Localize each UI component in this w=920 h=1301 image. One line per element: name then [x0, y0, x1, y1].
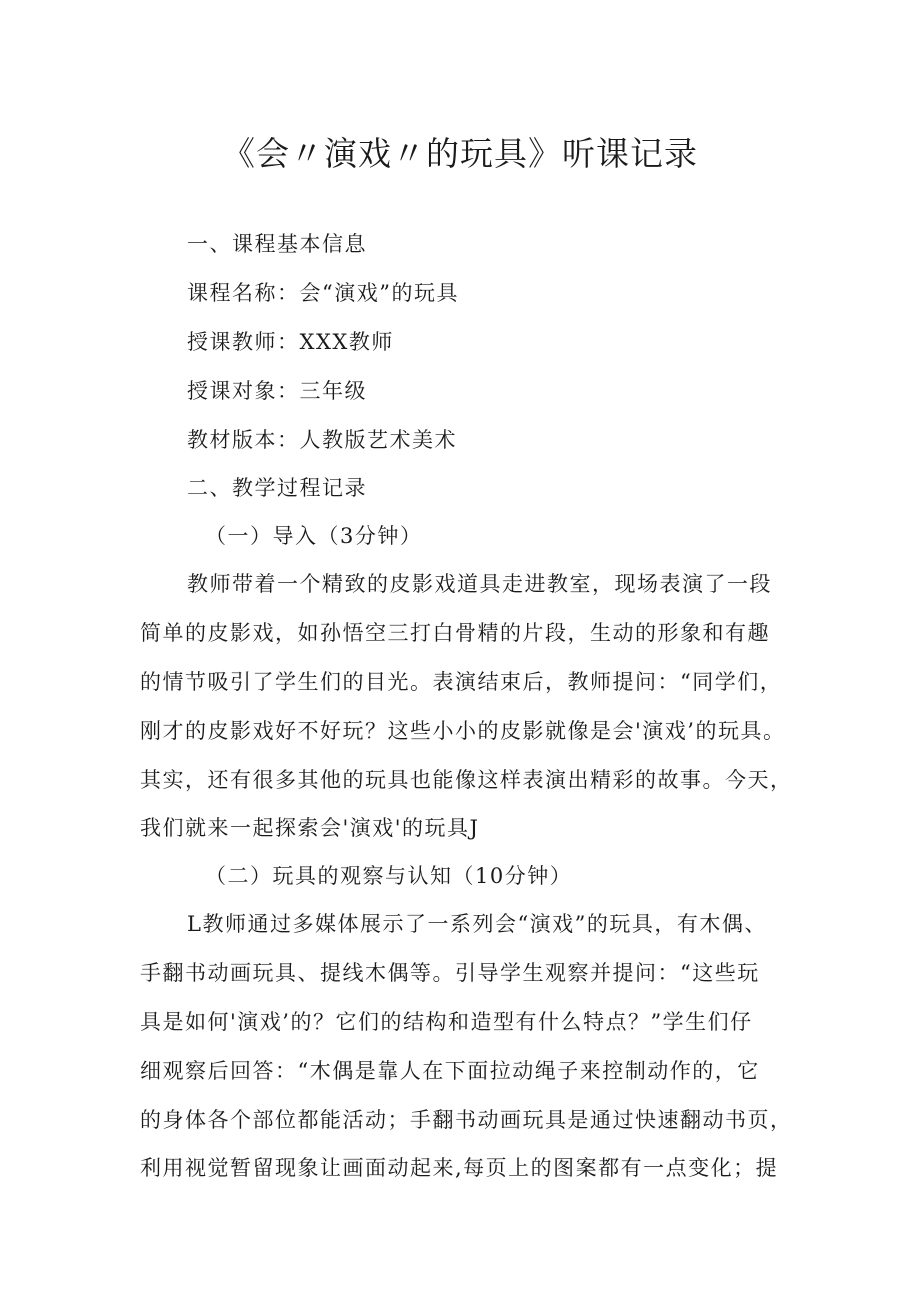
part2-paragraph-line: 利用视觉暂留现象让画面动起来,每页上的图案都有一点变化；提 — [140, 1156, 779, 1180]
audience-line: 授课对象：三年级 — [187, 379, 367, 403]
part1-paragraph-line: 的情节吸引了学生们的目光。表演结束后，教师提问：“同学们， — [140, 670, 783, 694]
section1-heading: 一、课程基本信息 — [187, 232, 367, 256]
teacher-line: 授课教师：XXX教师 — [187, 330, 394, 354]
part2-paragraph-line: L教师通过多媒体展示了一系列会“演戏”的玩具，有木偶、 — [187, 912, 767, 936]
part2-heading: （二）玩具的观察与认知（10分钟） — [205, 864, 573, 888]
part1-paragraph-line: 我们就来一起探索会'演戏'的玩具J — [140, 816, 480, 840]
part2-paragraph-line: 手翻书动画玩具、提线木偶等。引导学生观察并提问：“这些玩 — [140, 961, 760, 985]
part2-paragraph-line: 细观察后回答：“木偶是靠人在下面拉动绳子来控制动作的，它 — [140, 1059, 760, 1083]
part1-paragraph-line: 刚才的皮影戏好不好玩？这些小小的皮影就像是会'演戏’的玩具。 — [140, 719, 786, 743]
part1-heading: （一）导入（3分钟） — [205, 524, 423, 548]
edition-line: 教材版本：人教版艺术美术 — [187, 428, 457, 452]
part1-paragraph-line: 其实，还有很多其他的玩具也能像这样表演出精彩的故事。今天， — [140, 768, 793, 792]
part1-paragraph-line: 教师带着一个精致的皮影戏道具走进教室，现场表演了一段 — [187, 572, 772, 596]
course-name-line: 课程名称：会“演戏”的玩具 — [187, 281, 459, 305]
part2-paragraph-line: 的身体各个部位都能活动；手翻书动画玩具是通过快速翻动书页， — [140, 1108, 793, 1132]
section2-heading: 二、教学过程记录 — [187, 476, 367, 500]
part2-paragraph-line: 具是如何'演戏’的？它们的结构和造型有什么特点？”学生们仔 — [140, 1010, 753, 1034]
part1-paragraph-line: 简单的皮影戏，如孙悟空三打白骨精的片段，生动的形象和有趣 — [140, 621, 770, 645]
document-title: 《会〃演戏〃的玩具》听课记录 — [222, 134, 698, 173]
